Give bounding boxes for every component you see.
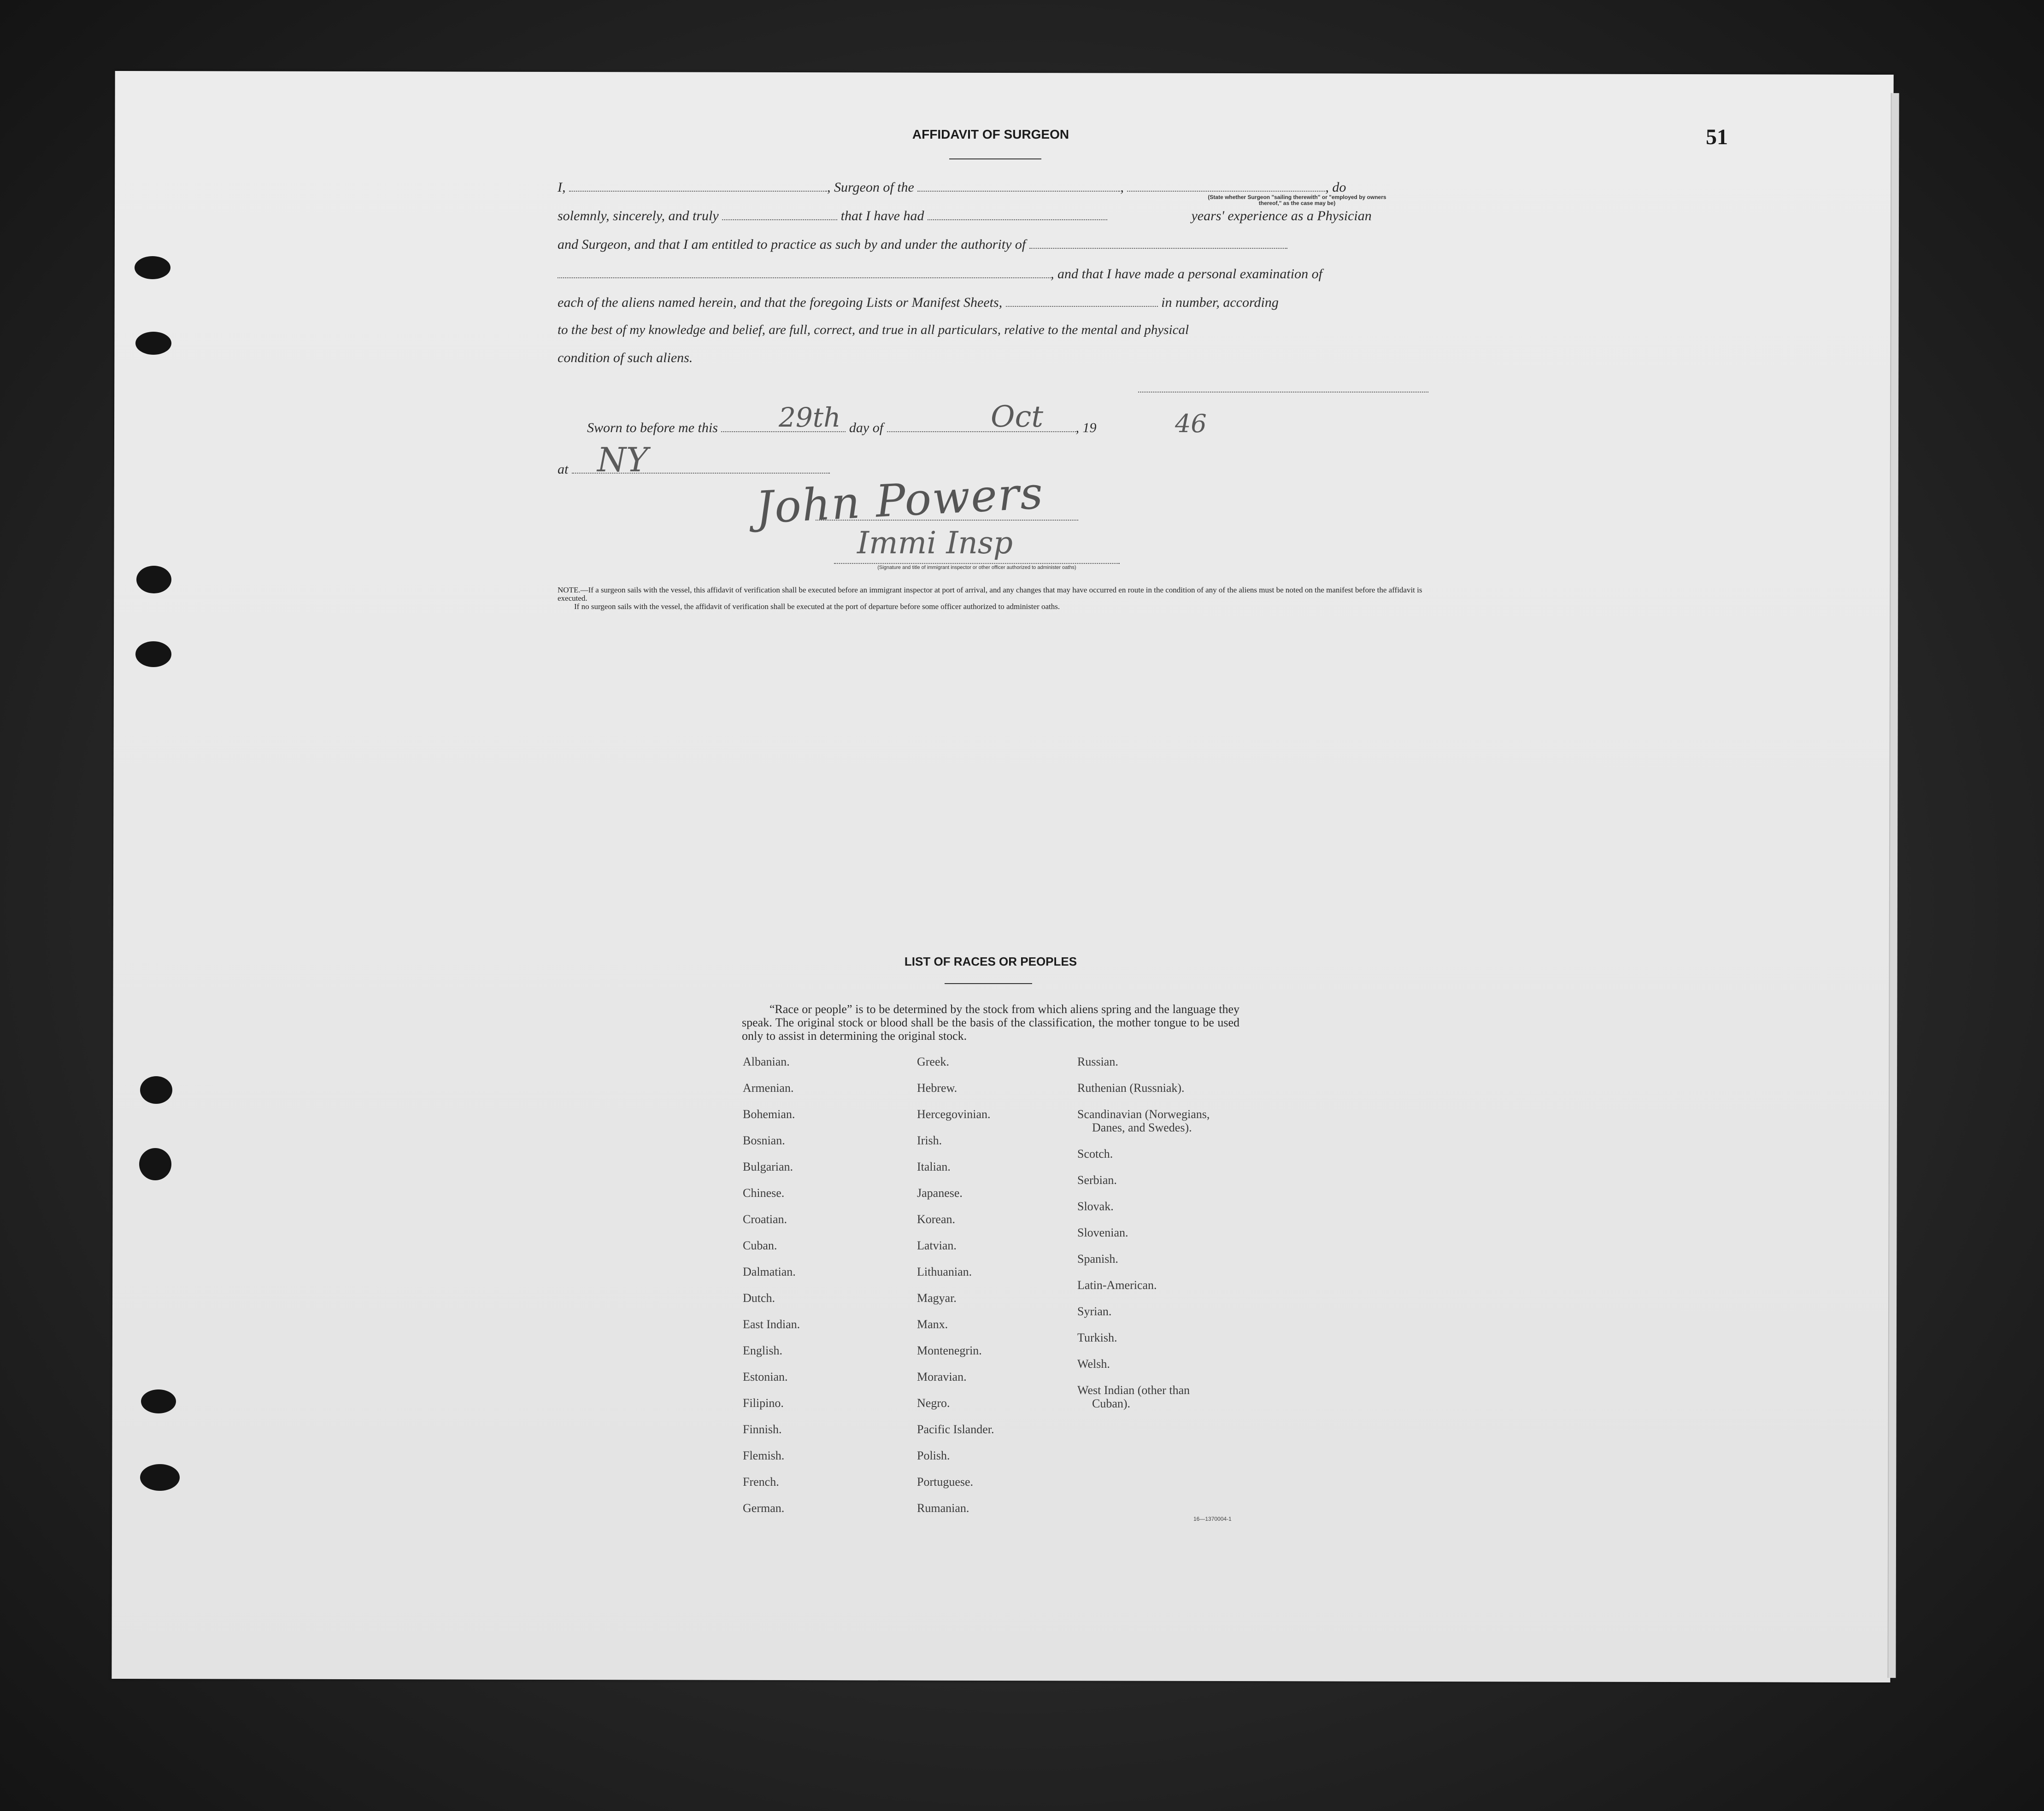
affidavit-title: AFFIDAVIT OF SURGEON [912,127,1069,141]
binder-hole [140,1464,180,1491]
sailing-status-note: (State whether Surgeon "sailing therewith" or "employed by owners thereof," as the case may be) [1208,194,1386,206]
race-item: East Indian. [743,1318,800,1331]
handwritten-day: 29th [779,402,841,433]
form-code: 16—1370004-1 [1193,1516,1232,1522]
inspector-signature: John Powers [754,467,1045,534]
surgeon-name-field [569,179,827,192]
affidavit-line-1: I, , Surgeon of the , , do [558,180,1346,195]
binder-hole [135,332,171,355]
race-item: German. [743,1501,785,1515]
inspector-signature-line [816,520,1078,521]
races-column-1 [743,1055,800,1528]
races-column-2 [917,1055,994,1528]
race-item: Chinese. [743,1186,785,1200]
race-item: French. [743,1475,779,1489]
race-item-text: Russian. [1077,1055,1118,1068]
race-item: Italian. [917,1160,951,1173]
oath-type-field [722,207,837,220]
affidavit-line-3: and Surgeon, and that I am entitled to practice as such by and under the authority of [558,236,1428,256]
years-field [928,207,1107,220]
race-item [1077,1226,1210,1239]
binder-hole [141,1389,176,1413]
binder-hole [135,256,170,279]
title-rule [949,158,1041,159]
vessel-name-field [917,179,1120,192]
binder-hole [139,1148,171,1180]
races-intro: “Race or people” is to be determined by the stock from which aliens spring and the language they speak. The original stock or blood shall be the basis of the classification, the mother tongue to be used only to assist in determining the original stock. [742,1002,1239,1043]
affidavit-line-5: each of the aliens named herein, and that the foregoing Lists or Manifest Sheets, in number, according [558,295,1279,310]
race-item: Montenegrin. [917,1344,982,1357]
affidavit-line-2: solemnly, sincerely, and truly that I have had years' experience as a Physician [558,208,1372,223]
race-item: Negro. [917,1396,950,1410]
race-item: Bohemian. [743,1108,795,1121]
race-item-text: Ruthenian (Russniak). [1077,1081,1185,1095]
race-item-continuation: Danes, and Swedes). [1092,1121,1192,1134]
affidavit-note: NOTE.—If a surgeon sails with the vessel, this affidavit of verification shall be executed before an immigrant inspector at port of arrival, and any changes that may have occurred en route in the condition of any of the aliens must be noted on the manifest before the affidavit is executed. If no surgeon sails with the vessel, the affidavit of verification shall be executed at the port of departure before some officer authorized to administer oaths. [558,586,1422,611]
race-item: English. [743,1344,782,1357]
race-item: Moravian. [917,1370,967,1383]
race-item-text: Spanish. [1077,1252,1118,1266]
race-item: Hebrew. [917,1081,957,1095]
race-item: Hercegovinian. [917,1108,991,1121]
race-item: Manx. [917,1318,948,1331]
races-title-rule [945,983,1032,984]
races-column-3 [1077,1055,1210,1423]
race-item-text: Turkish. [1077,1331,1117,1344]
signature-caption: (Signature and title of immigrant inspector or other officer authorized to administer oaths) [877,565,1076,570]
authority-field-continued [558,265,1051,278]
race-item [1077,1147,1210,1160]
inspector-title-handwritten: Immi Insp [857,525,1013,561]
race-item [1077,1331,1210,1344]
race-item: Dutch. [743,1291,775,1305]
race-item: Estonian. [743,1370,788,1383]
page-number: 51 [1706,125,1728,149]
race-item [1077,1081,1210,1095]
handwritten-place: NY [597,440,648,479]
sailing-status-field [1127,179,1325,192]
binder-hole [135,641,171,667]
binder-hole [140,1076,172,1104]
race-item: Magyar. [917,1291,957,1305]
race-item: Korean. [917,1213,956,1226]
binder-hole [136,566,171,593]
race-item: Croatian. [743,1213,787,1226]
race-item [1077,1383,1210,1410]
handwritten-month: Oct [991,400,1044,434]
race-item: Irish. [917,1134,942,1147]
race-item: Cuban. [743,1239,777,1252]
at-line: at [558,461,1428,481]
affidavit-line-7: condition of such aliens. [558,350,693,365]
race-item: Latvian. [917,1239,957,1252]
race-item [1077,1305,1210,1318]
sheets-count-field [1006,294,1158,307]
race-item: Finnish. [743,1423,782,1436]
race-item: Pacific Islander. [917,1423,994,1436]
race-item-text: Serbian. [1077,1173,1117,1187]
affidavit-line-6: to the best of my knowledge and belief, are full, correct, and true in all particulars, relative to the mental and physical [558,322,1189,337]
race-item: Bulgarian. [743,1160,793,1173]
race-item [1077,1278,1210,1292]
sworn-line: Sworn to before me this day of , 19 [587,420,1097,435]
race-item [1077,1357,1210,1371]
surgeon-signature-line [1138,392,1428,393]
race-item [1077,1200,1210,1213]
race-item-text: Slovenian. [1077,1226,1128,1239]
inspector-title-line [834,563,1120,564]
race-item: Dalmatian. [743,1265,796,1278]
race-item: Japanese. [917,1186,963,1200]
authority-field [1029,236,1287,249]
race-item: Bosnian. [743,1134,785,1147]
race-item [1077,1173,1210,1187]
race-item: Flemish. [743,1449,785,1462]
race-item: Armenian. [743,1081,794,1095]
race-item-text: Slovak. [1077,1200,1114,1213]
race-item-continuation: Cuban). [1092,1397,1131,1410]
race-item: Polish. [917,1449,950,1462]
race-item-text: West Indian (other than [1077,1383,1190,1397]
race-item: Filipino. [743,1396,784,1410]
race-item: Albanian. [743,1055,790,1068]
races-title: LIST OF RACES OR PEOPLES [904,955,1077,968]
handwritten-year: 46 [1175,409,1207,438]
sworn-month-field [887,419,1076,432]
race-item [1077,1108,1210,1134]
race-item: Portuguese. [917,1475,974,1489]
affidavit-line-4: , and that I have made a personal examination of [558,265,1428,286]
race-item-text: Scotch. [1077,1147,1113,1160]
race-item-text: Latin-American. [1077,1278,1157,1292]
race-item: Greek. [917,1055,950,1068]
race-item-text: Scandinavian (Norwegians, [1077,1108,1210,1121]
race-item [1077,1055,1210,1068]
race-item: Rumanian. [917,1501,969,1515]
race-item [1077,1252,1210,1266]
race-item-text: Welsh. [1077,1357,1110,1371]
race-item-text: Syrian. [1077,1305,1112,1318]
race-item: Lithuanian. [917,1265,972,1278]
